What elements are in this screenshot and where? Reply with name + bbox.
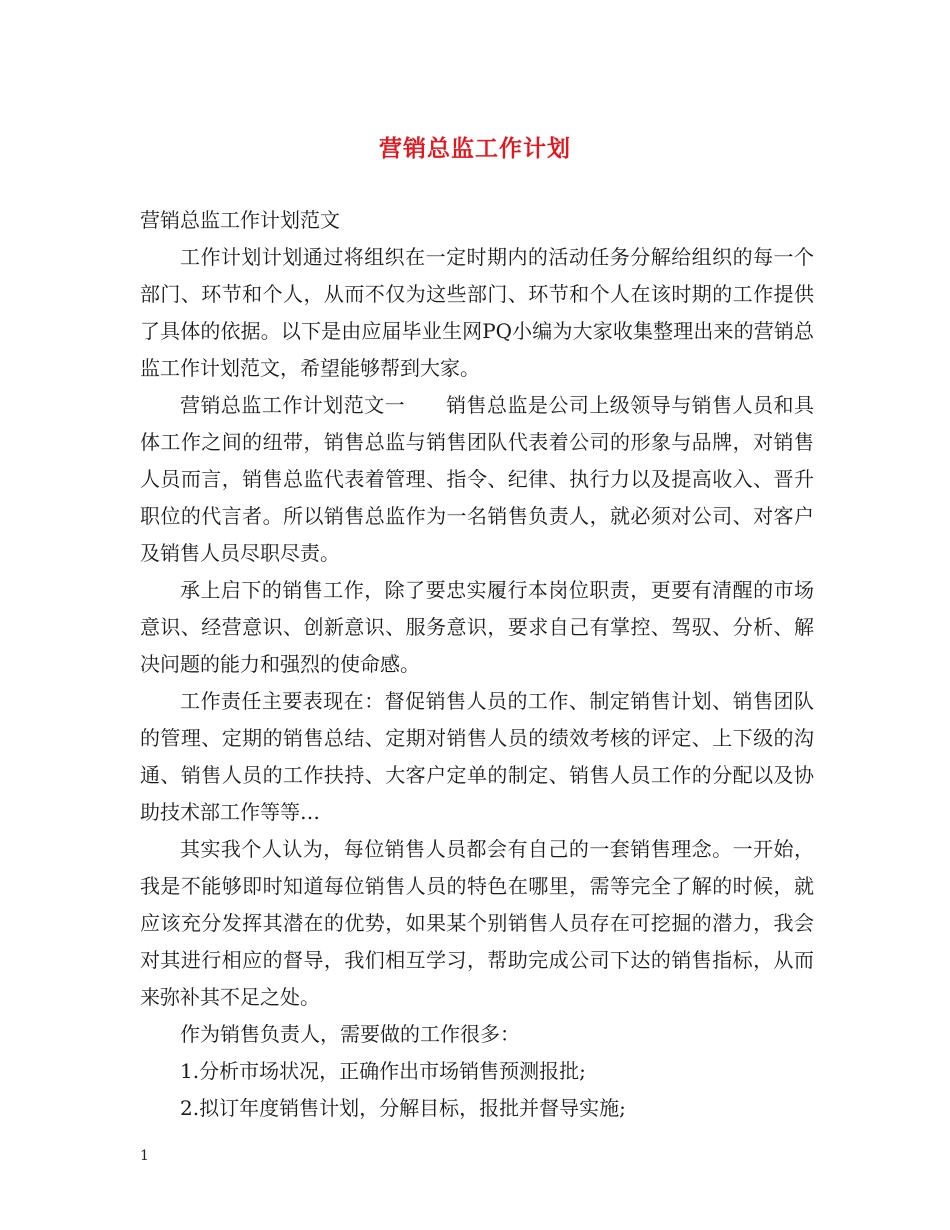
document-subtitle: 营销总监工作计划范文 — [140, 208, 340, 232]
list-item-2: 2.拟订年度销售计划，分解目标，报批并督导实施; — [180, 1096, 626, 1120]
paragraph-tasks-intro: 作为销售负责人，需要做的工作很多： — [180, 1022, 520, 1046]
list-item-1: 1.分析市场状况，正确作出市场销售预测报批; — [180, 1059, 586, 1083]
paragraph-duties: 工作责任主要表现在：督促销售人员的工作、制定销售计划、销售团队的管理、定期的销售总结、定期对销售人员的绩效考核的评定、上下级的沟通、销售人员的工作扶持、大客户定单的制定、销售人员工作的分配以及协助技术部工作等等… — [140, 689, 814, 824]
paragraph-personal-view: 其实我个人认为，每位销售人员都会有自己的一套销售理念。一开始，我是不能够即时知道每位销售人员的特色在哪里，需等完全了解的时候，就应该充分发挥其潜在的优势，如果某个别销售人员存在可挖掘的潜力，我会对其进行相应的督导，我们相互学习，帮助完成公司下达的销售指标，从而来弥补其不足之处。 — [140, 837, 814, 1009]
document-body — [140, 202, 814, 1127]
document-title: 营销总监工作计划 — [379, 135, 571, 162]
paragraph-sample-one: 营销总监工作计划范文一 销售总监是公司上级领导与销售人员和具体工作之间的纽带，销售总监与销售团队代表着公司的形象与品牌，对销售人员而言，销售总监代表着管理、指令、纪律、执行力以及提高收入、晋升职位的代言者。所以销售总监作为一名销售负责人，就必须对公司、对客户及销售人员尽职尽责。 — [140, 393, 814, 565]
paragraph-responsibility: 承上启下的销售工作，除了要忠实履行本岗位职责，更要有清醒的市场意识、经营意识、创新意识、服务意识，要求自己有掌控、驾驭、分析、解决问题的能力和强烈的使命感。 — [140, 578, 814, 676]
paragraph-intro: 工作计划计划通过将组织在一定时期内的活动任务分解给组织的每一个部门、环节和个人，从而不仅为这些部门、环节和个人在该时期的工作提供了具体的依据。以下是由应届毕业生网PQ小编为大家收集整理出来的营销总监工作计划范文，希望能够帮到大家。 — [140, 245, 814, 380]
page-number: 1 — [140, 1148, 149, 1164]
